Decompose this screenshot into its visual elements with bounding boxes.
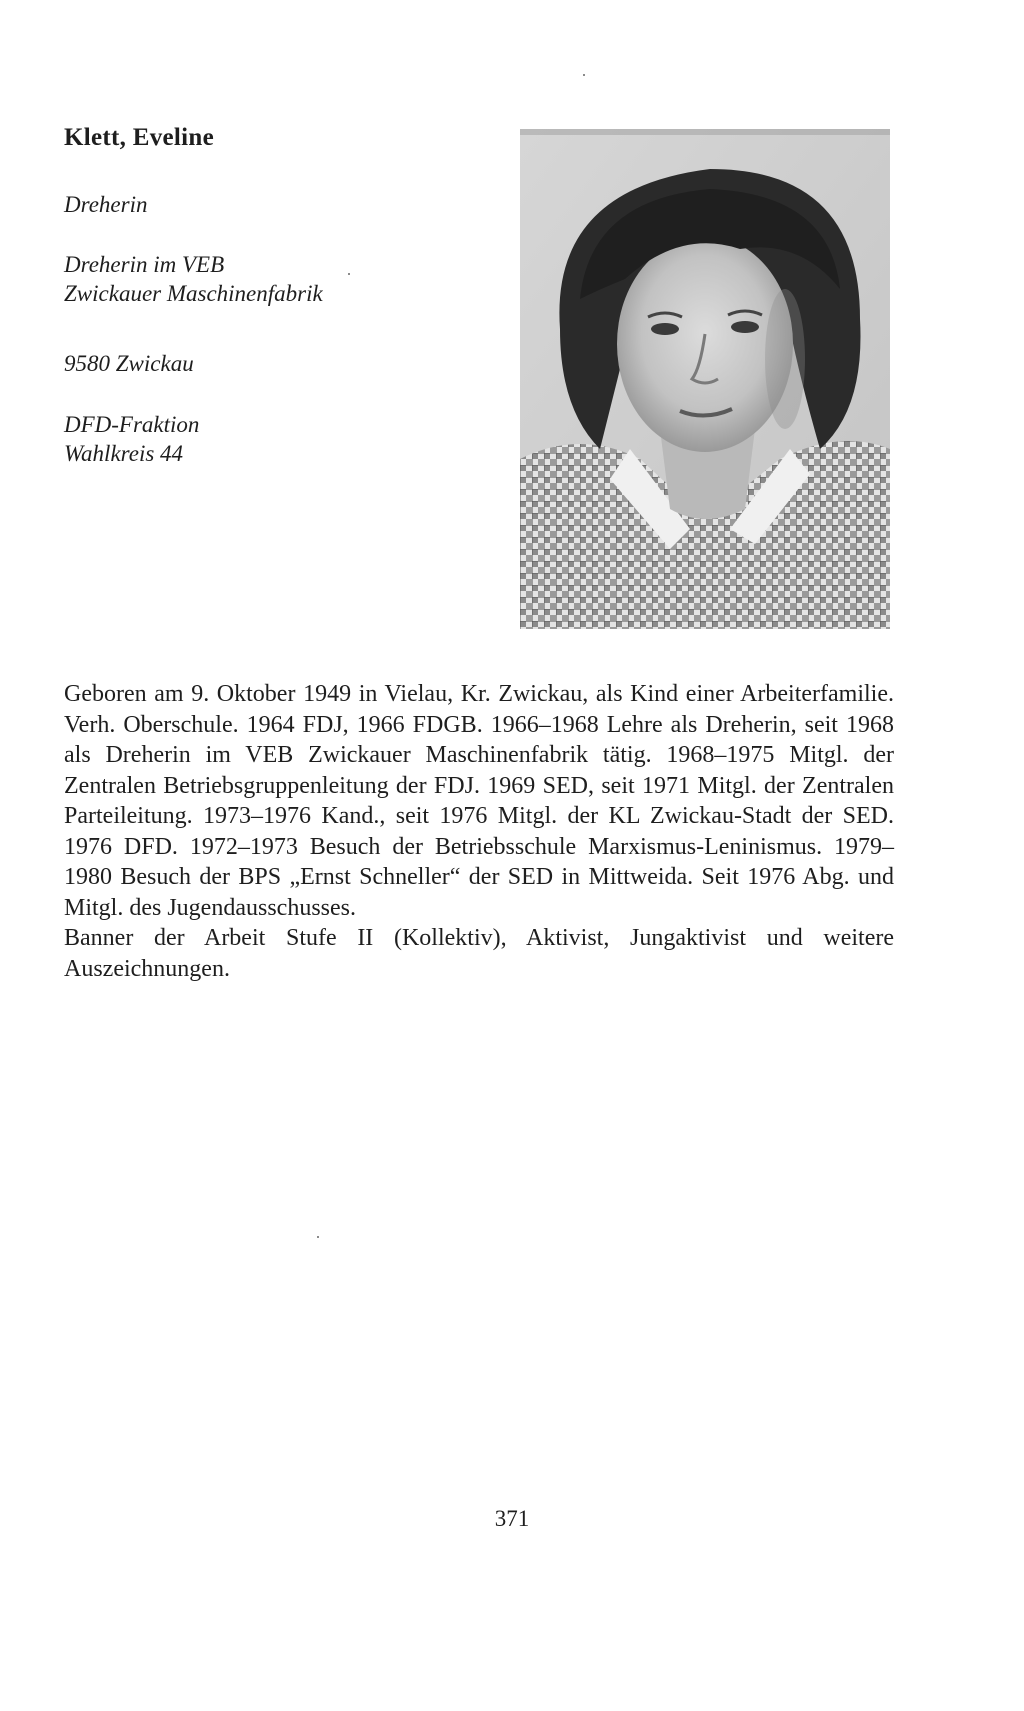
page-number: 371: [494, 1506, 530, 1531]
constituency: Wahlkreis 44: [64, 441, 184, 466]
scan-speck: [583, 74, 585, 76]
workplace-line-1: Dreherin im VEB: [64, 252, 225, 277]
scan-speck: [317, 1236, 319, 1238]
faction: DFD-Fraktion: [64, 412, 200, 437]
workplace: [64, 250, 323, 308]
occupation: Dreherin: [64, 192, 148, 217]
scan-speck: [348, 273, 350, 275]
biography-paragraph-1: Geboren am 9. Oktober 1949 in Vielau, Kr. Zwickau, als Kind einer Arbeiterfamilie. Verh. Oberschule. 1964 FDJ, 1966 FDGB. 1966–1968 Lehre als Dreherin, seit 1968 als Dreherin im VEB Zwickauer Maschinenfabrik tätig. 1968–1975 Mitgl. der Zentralen Betriebsgruppenleitung der FDJ. 1969 SED, seit 1971 Mitgl. der Zentralen Parteileitung. 1973–1976 Kand., seit 1976 Mitgl. der KL Zwickau-Stadt der SED. 1976 DFD. 1972–1973 Besuch der Betriebsschule Marxismus-Leninismus. 1979–1980 Besuch der BPS „Ernst Schneller“ der SED in Mittweida. Seit 1976 Abg. und Mitgl. des Jugendausschusses.: [64, 681, 894, 921]
biography-paragraph-2: Banner der Arbeit Stufe II (Kollektiv), Aktivist, Jungaktivist und weitere Auszeichnungen.: [64, 925, 894, 982]
faction-info: [64, 410, 199, 468]
city: 9580 Zwickau: [64, 351, 194, 376]
biography: [64, 679, 894, 984]
portrait-photo: [520, 129, 890, 629]
workplace-line-2: Zwickauer Maschinenfabrik: [64, 281, 323, 306]
person-name: Klett, Eveline: [64, 124, 215, 151]
